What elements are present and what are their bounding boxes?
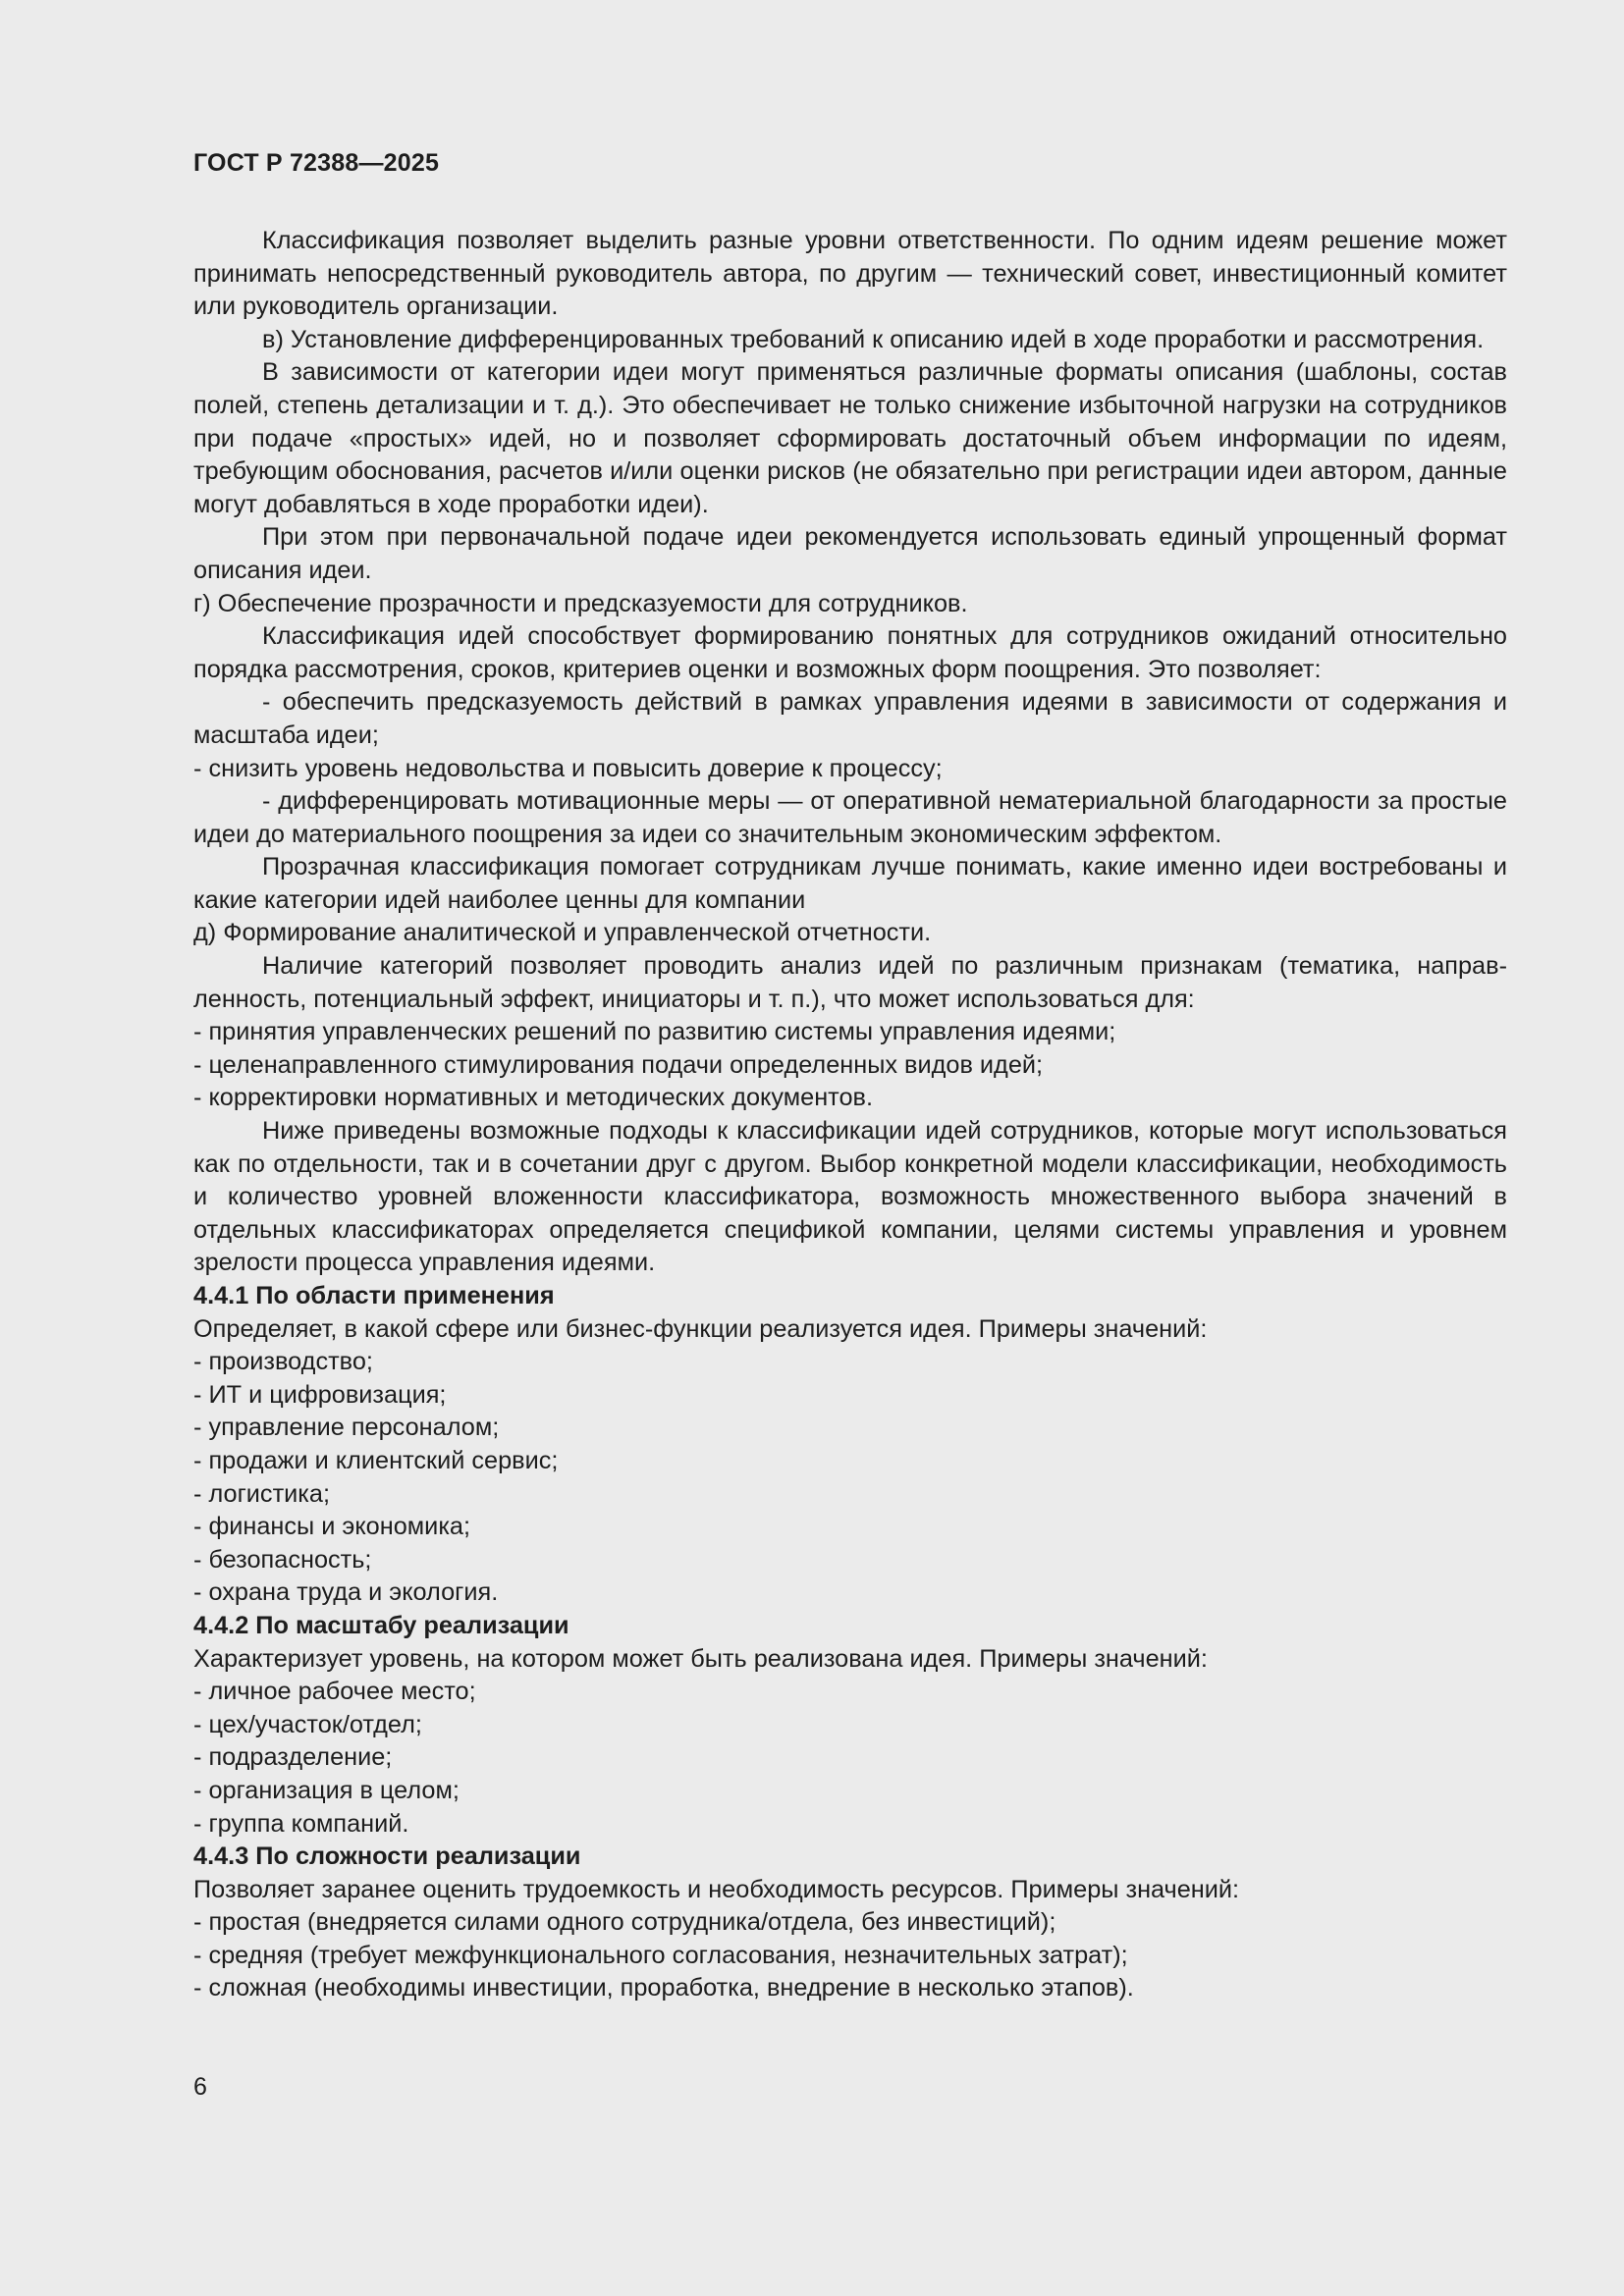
list-item: д) Формирование аналитической и управленческой отчетности. (193, 919, 932, 947)
list-item: - финансы и экономика; (193, 1513, 471, 1541)
page-number: 6 (193, 2073, 207, 2101)
list-item: - корректировки нормативных и методических документов. (193, 1084, 874, 1112)
body-paragraph: - обеспечить предсказуемость действий в рамках управления идеями в зависимости от содержания и масштаба идеи; (193, 688, 1507, 749)
list-item: - снизить уровень недовольства и повысить доверие к процессу; (193, 754, 943, 782)
body-paragraph: В зависимости от категории идеи могут применяться различные форматы описания (шаблоны, состав полей, степень детализации и т. д.). Это обеспечивает не только снижение избыточной нагрузки на сотрудников при подаче «простых» идей, но и позволяет сформировать достаточный объем информации по идеям, требующим обоснования, расчетов и/или оценки рисков (не обязательно при регистрации идеи автором, данные могут добавляться в ходе проработки идеи). (193, 358, 1507, 518)
list-item: Определяет, в какой сфере или бизнес-функции реализуется идея. Примеры значений: (193, 1314, 1208, 1343)
body-paragraph: Классификация идей способствует формированию понятных для сотрудников ожиданий относительно порядка рассмотрения, сроков, критериев оценки и возможных форм поощрения. Это позволяет: (193, 622, 1507, 683)
body-paragraph: в) Установление дифференцированных требований к описанию идей в ходе проработки и рассмотрения. (262, 325, 1485, 353)
list-item: - средняя (требует межфункционального согласования, незначительных затрат); (193, 1941, 1128, 1969)
list-item: - принятия управленческих решений по развитию системы управления идеями; (193, 1018, 1116, 1046)
body-paragraph: Ниже приведены возможные подходы к классификации идей сотрудников, которые могут использоваться как по отдельности, так и в сочетании друг с другом. Выбор конкретной модели классификации, необходимость и количество уровней вложенности классификатора, возможность множественного выбора значений в отдельных классификаторах определяется спецификой компании, целями системы управления и уровнем зрелости процесса управления идеями. (193, 1117, 1507, 1277)
list-item: - ИТ и цифровизация; (193, 1380, 447, 1409)
section-heading: 4.4.3 По сложности реализации (193, 1842, 581, 1871)
body-paragraph: При этом при первоначальной подаче идеи рекомендуется использовать единый упрощенный формат описания идеи. (193, 523, 1507, 584)
section-heading: 4.4.2 По масштабу реализации (193, 1611, 569, 1639)
list-item: - простая (внедряется силами одного сотрудника/отдела, без инвестиций); (193, 1908, 1056, 1937)
list-item: Характеризует уровень, на котором может быть реализована идея. Примеры значений: (193, 1644, 1208, 1673)
document-body (193, 225, 1507, 2005)
list-item: - подразделение; (193, 1743, 393, 1772)
list-item: Позволяет заранее оценить трудоемкость и необходимость ресурсов. Примеры значений: (193, 1875, 1240, 1903)
body-paragraph: - дифференцировать мотивационные меры — от оперативной нематериальной благодарности за простые идеи до материального поощрения за идеи со значительным экономическим эффектом. (193, 787, 1507, 848)
list-item: - продажи и клиентский сервис; (193, 1446, 559, 1474)
list-item: г) Обеспечение прозрачности и предсказуемости для сотрудников. (193, 589, 968, 617)
list-item: - логистика; (193, 1479, 331, 1508)
list-item: - личное рабочее место; (193, 1678, 476, 1706)
body-paragraph: Наличие категорий позволяет проводить анализ идей по различным признакам (тематика, направленность, потенциальный эффект, инициаторы и т. п.), что может использоваться для: (193, 952, 1507, 1013)
list-item: - безопасность; (193, 1545, 372, 1574)
list-item: - организация в целом; (193, 1776, 460, 1804)
list-item: - целенаправленного стимулирования подачи определенных видов идей; (193, 1050, 1044, 1079)
standard-header: ГОСТ Р 72388—2025 (193, 149, 440, 177)
body-paragraph: Классификация позволяет выделить разные уровни ответственности. По одним идеям решение может принимать непосредственный руководитель автора, по другим — технический совет, инвестиционный комитет или руководитель организации. (193, 227, 1507, 321)
list-item: - производство; (193, 1348, 373, 1376)
list-item: - управление персоналом; (193, 1414, 500, 1442)
list-item: - сложная (необходимы инвестиции, проработка, внедрение в несколько этапов). (193, 1974, 1134, 2002)
list-item: - группа компаний. (193, 1809, 409, 1838)
section-heading: 4.4.1 По области применения (193, 1282, 555, 1309)
body-paragraph: Прозрачная классификация помогает сотрудникам лучше понимать, какие именно идеи востребованы и какие категории идей наиболее ценны для компании (193, 853, 1507, 914)
list-item: - цех/участок/отдел; (193, 1710, 422, 1738)
list-item: - охрана труда и экология. (193, 1578, 499, 1607)
